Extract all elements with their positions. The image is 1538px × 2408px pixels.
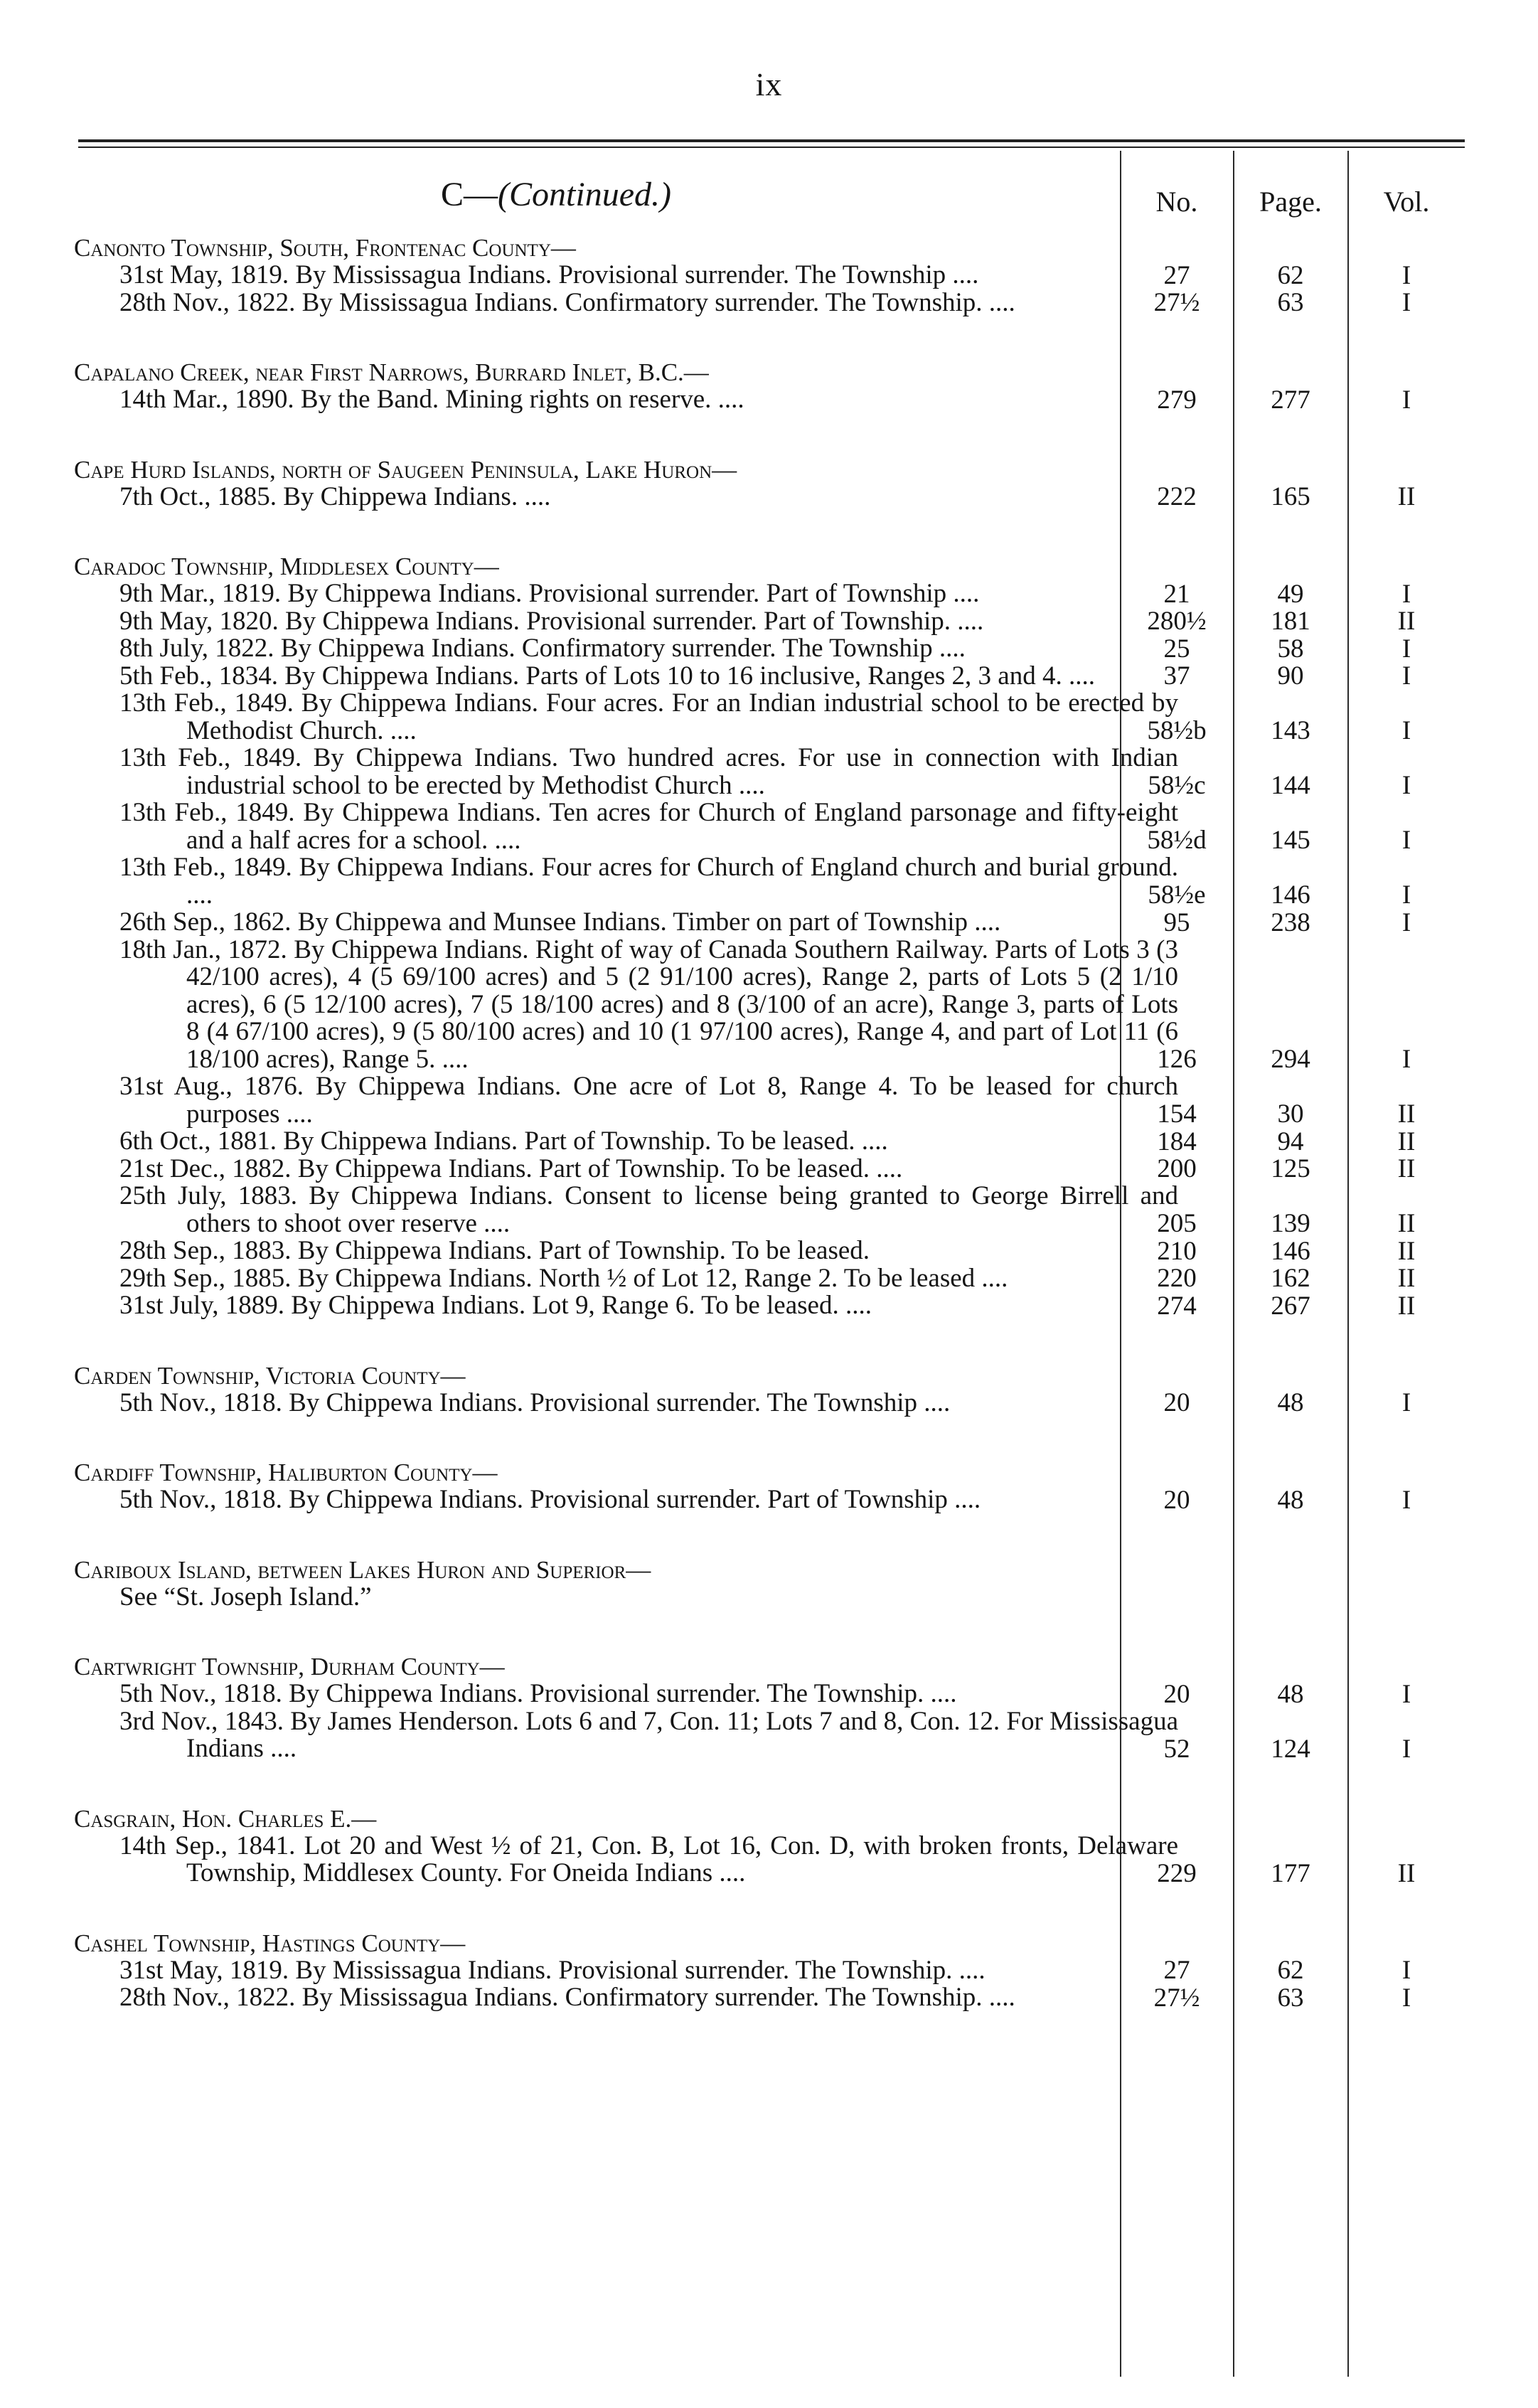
entry-references — [0, 718, 1538, 745]
index-entry — [0, 854, 1538, 909]
entry-references — [0, 1156, 1538, 1183]
entry-volume: I — [1401, 634, 1411, 664]
index-entry — [0, 934, 1538, 1074]
entry-text: 13th Feb., 1849. By Chippewa Indians. Four acres for Church of England church and burial ground. .... — [119, 853, 1178, 910]
section-continued: (Continued.) — [498, 176, 671, 213]
index-entry — [0, 1387, 1538, 1417]
entry-references — [0, 1957, 1538, 1984]
entry-page: 144 — [1271, 771, 1310, 800]
entry-number: 58½e — [1148, 880, 1206, 910]
entry-number: 95 — [1163, 907, 1190, 937]
entry-references — [0, 1584, 1538, 1611]
entry-page: 90 — [1277, 661, 1304, 691]
entry-volume: II — [1397, 1126, 1416, 1156]
entry-number: 27½ — [1153, 288, 1200, 317]
entry-page: 125 — [1271, 1154, 1310, 1183]
entry-volume: I — [1401, 1983, 1411, 2013]
index-group — [0, 1557, 1538, 1611]
entry-references — [0, 1860, 1538, 1887]
entry-references — [0, 1046, 1538, 1073]
index-entry — [0, 1584, 1538, 1611]
entry-text: 31st July, 1889. By Chippewa Indians. Lot 9, Range 6. To be leased. .... — [119, 1291, 872, 1320]
entry-volume: I — [1401, 1388, 1411, 1417]
index-group — [0, 235, 1538, 316]
entry-references — [0, 1210, 1538, 1237]
entry-page: 267 — [1271, 1291, 1310, 1321]
entry-references — [0, 1265, 1538, 1292]
entry-page: 63 — [1277, 1983, 1304, 2013]
entry-text: 14th Sep., 1841. Lot 20 and West ½ of 21, Con. B, Lot 16, Con. D, with broken fronts, Delaware Township, Middlesex County. For Oneida Indians .... — [119, 1831, 1178, 1887]
entry-page: 48 — [1277, 1388, 1304, 1417]
index-group — [0, 457, 1538, 511]
entry-text: 21st Dec., 1882. By Chippewa Indians. Part of Township. To be leased. .... — [119, 1154, 903, 1183]
index-group — [0, 359, 1538, 414]
entry-volume: II — [1397, 1858, 1416, 1888]
entry-volume: I — [1401, 907, 1411, 937]
index-entry — [0, 1957, 1538, 1985]
entry-number: 210 — [1157, 1236, 1197, 1266]
entry-references — [0, 608, 1538, 635]
entry-number: 58½d — [1147, 826, 1207, 855]
entry-volume: I — [1401, 716, 1411, 745]
entry-page: 94 — [1277, 1126, 1304, 1156]
entry-page: 181 — [1271, 607, 1310, 636]
index-group — [0, 1459, 1538, 1514]
entry-text: 28th Sep., 1883. By Chippewa Indians. Part of Township. To be leased. — [119, 1236, 870, 1265]
entry-text: 13th Feb., 1849. By Chippewa Indians. Four acres. For an Indian industrial school to be erected by Methodist Church. .... — [119, 688, 1178, 745]
entry-volume: II — [1397, 482, 1416, 511]
entry-references — [0, 882, 1538, 909]
entry-text: 5th Feb., 1834. By Chippewa Indians. Parts of Lots 10 to 16 inclusive, Ranges 2, 3 and 4. .... — [119, 661, 1095, 691]
entry-page: 238 — [1271, 907, 1310, 937]
header-row — [0, 175, 1538, 225]
entry-references — [0, 1293, 1538, 1320]
index-entry — [0, 1486, 1538, 1514]
group-heading: Cariboux Island, between Lakes Huron and Superior— — [74, 1555, 651, 1584]
entry-number: 27 — [1163, 1956, 1190, 1985]
entry-number: 27½ — [1153, 1983, 1200, 2013]
index-entry — [0, 1265, 1538, 1293]
entry-page: 165 — [1271, 482, 1310, 511]
entry-references — [0, 387, 1538, 414]
entry-page: 145 — [1271, 826, 1310, 855]
entry-text: 7th Oct., 1885. By Chippewa Indians. .... — [119, 481, 551, 511]
entry-page: 49 — [1277, 579, 1304, 609]
entry-text: 13th Feb., 1849. By Chippewa Indians. Two hundred acres. For use in connection with Indian industrial school to be erected by Methodist Church .... — [119, 743, 1178, 800]
index-group — [0, 1653, 1538, 1763]
entry-volume: I — [1401, 288, 1411, 317]
entry-number: 280½ — [1147, 607, 1207, 636]
entry-references — [0, 1487, 1538, 1514]
group-heading: Cashel Township, Hastings County— — [74, 1929, 466, 1957]
entry-page: 124 — [1271, 1734, 1310, 1764]
entry-text: See “St. Joseph Island.” — [119, 1582, 372, 1611]
entry-number: 20 — [1163, 1388, 1190, 1417]
entry-volume: I — [1401, 1734, 1411, 1764]
entry-volume: II — [1397, 1209, 1416, 1238]
entry-text: 3rd Nov., 1843. By James Henderson. Lots 6 and 7, Con. 11; Lots 7 and 8, Con. 12. For Mississagua Indians .... — [119, 1706, 1178, 1763]
entry-text: 13th Feb., 1849. By Chippewa Indians. Ten acres for Church of England parsonage and fifty-eight and a half acres for a school. .... — [119, 798, 1178, 855]
entry-text: 18th Jan., 1872. By Chippewa Indians. Right of way of Canada Southern Railway. Parts of Lots 3 (3 42/100 acres), 4 (5 69/100 acres) and 5 (2 91/100 acres), Range 2, parts of Lots 5 (2 1/10 acres), 6 (5 12/100 acres), 7 (5 18/100 acres) and 8 (3/100 of an acre), Range 3, parts of Lots 8 (4 67/100 acres), 9 (5 80/100 acres) and 10 (1 97/100 acres), Range 4, and part of Lot 11 (6 18/100 acres), Range 5. .... — [119, 934, 1178, 1074]
page-number: ix — [755, 66, 783, 102]
entry-volume: II — [1397, 1264, 1416, 1293]
entry-number: 126 — [1157, 1045, 1197, 1074]
entry-references — [0, 636, 1538, 663]
entry-number: 58½c — [1148, 771, 1206, 800]
entry-page: 48 — [1277, 1679, 1304, 1709]
group-heading: Cardiff Township, Haliburton County— — [74, 1459, 498, 1486]
index-entry — [0, 909, 1538, 937]
top-rule-thin — [78, 146, 1465, 148]
entry-volume: I — [1401, 826, 1411, 855]
column-header-vol: Vol. — [1383, 186, 1430, 218]
entry-number: 200 — [1157, 1154, 1197, 1183]
entry-number: 229 — [1157, 1858, 1197, 1888]
entry-text: 5th Nov., 1818. By Chippewa Indians. Provisional surrender. The Township. .... — [119, 1679, 957, 1708]
group-heading: Cartwright Township, Durham County— — [74, 1653, 505, 1680]
entry-page: 139 — [1271, 1209, 1310, 1238]
entry-number: 20 — [1163, 1485, 1190, 1515]
entry-number: 37 — [1163, 661, 1190, 691]
index-group — [0, 1930, 1538, 2012]
index-entry — [0, 580, 1538, 608]
index-entry — [0, 1073, 1538, 1128]
entry-page: 146 — [1271, 1236, 1310, 1266]
entry-number: 154 — [1157, 1099, 1197, 1129]
group-heading: Capalano Creek, near First Narrows, Burrard Inlet, B.C.— — [74, 358, 709, 386]
index-entry — [0, 262, 1538, 289]
entry-text: 29th Sep., 1885. By Chippewa Indians. North ½ of Lot 12, Range 2. To be leased .... — [119, 1263, 1008, 1293]
index-entry — [0, 1292, 1538, 1320]
entry-references — [0, 907, 1538, 937]
entry-number: 220 — [1157, 1264, 1197, 1293]
entry-number: 279 — [1157, 385, 1197, 415]
index-entry — [0, 1156, 1538, 1183]
index-entry — [0, 1833, 1538, 1887]
entry-number: 20 — [1163, 1679, 1190, 1709]
entry-number: 184 — [1157, 1126, 1197, 1156]
entry-text: 9th Mar., 1819. By Chippewa Indians. Provisional surrender. Part of Township .... — [119, 579, 980, 608]
entry-volume: I — [1401, 385, 1411, 415]
entry-text: 14th Mar., 1890. By the Band. Mining rights on reserve. .... — [119, 385, 744, 414]
entry-references — [0, 481, 1538, 511]
entry-page: 48 — [1277, 1485, 1304, 1515]
entry-page: 143 — [1271, 716, 1310, 745]
entry-number: 27 — [1163, 260, 1190, 290]
index-entry — [0, 799, 1538, 854]
index-entry — [0, 663, 1538, 691]
entry-text: 28th Nov., 1822. By Mississagua Indians. Confirmatory surrender. The Township. .... — [119, 1983, 1015, 2012]
entry-page: 162 — [1271, 1264, 1310, 1293]
top-rule — [78, 139, 1465, 142]
entry-page: 62 — [1277, 1956, 1304, 1985]
entry-volume: I — [1401, 260, 1411, 290]
entry-page: 277 — [1271, 385, 1310, 415]
entry-number: 52 — [1163, 1734, 1190, 1764]
group-heading: Canonto Township, South, Frontenac County— — [74, 234, 576, 262]
index-entry — [0, 690, 1538, 745]
entry-text: 25th July, 1883. By Chippewa Indians. Consent to license being granted to George Birrell and others to shoot over reserve .... — [119, 1181, 1178, 1238]
entry-references — [0, 663, 1538, 690]
entry-volume: I — [1401, 661, 1411, 691]
entry-volume: I — [1401, 1679, 1411, 1709]
section-title — [441, 175, 671, 214]
entry-text: 5th Nov., 1818. By Chippewa Indians. Provisional surrender. The Township .... — [119, 1387, 951, 1417]
index-entry — [0, 635, 1538, 663]
index-entry — [0, 481, 1538, 511]
entry-volume: I — [1401, 1485, 1411, 1515]
index-group — [0, 553, 1538, 1320]
column-header-no: No. — [1155, 186, 1198, 218]
entry-volume: I — [1401, 880, 1411, 910]
entry-page: 58 — [1277, 634, 1304, 664]
entry-volume: II — [1397, 1291, 1416, 1321]
entry-page: 62 — [1277, 260, 1304, 290]
entry-page: 294 — [1271, 1045, 1310, 1074]
entry-text: 31st May, 1819. By Mississagua Indians. Provisional surrender. The Township .... — [119, 260, 979, 289]
group-heading: Carden Township, Victoria County— — [74, 1361, 466, 1390]
entry-references — [0, 1126, 1538, 1156]
column-header-page: Page. — [1259, 186, 1322, 218]
entry-text: 31st Aug., 1876. By Chippewa Indians. One acre of Lot 8, Range 4. To be leased for church purposes .... — [119, 1072, 1178, 1129]
entry-volume: I — [1401, 579, 1411, 609]
entry-references — [0, 1238, 1538, 1265]
index-entry — [0, 608, 1538, 636]
entry-volume: I — [1401, 1045, 1411, 1074]
entry-volume: II — [1397, 1236, 1416, 1266]
index-entry — [0, 386, 1538, 414]
index-entry — [0, 1984, 1538, 2012]
entry-references — [0, 827, 1538, 854]
entry-references — [0, 1985, 1538, 2012]
entry-number: 21 — [1163, 579, 1190, 609]
entry-page: 63 — [1277, 288, 1304, 317]
entry-number: 274 — [1157, 1291, 1197, 1321]
entry-number: 58½b — [1147, 716, 1207, 745]
entry-text: 8th July, 1822. By Chippewa Indians. Confirmatory surrender. The Township .... — [119, 634, 966, 663]
entry-volume: II — [1397, 1154, 1416, 1183]
entry-page: 146 — [1271, 880, 1310, 910]
entry-page: 30 — [1277, 1099, 1304, 1129]
index-content — [0, 235, 1538, 2012]
index-group — [0, 1806, 1538, 1887]
entry-volume: II — [1397, 607, 1416, 636]
entry-references — [0, 289, 1538, 316]
entry-references — [0, 1387, 1538, 1417]
index-entry — [0, 745, 1538, 799]
entry-text: 9th May, 1820. By Chippewa Indians. Provisional surrender. Part of Township. .... — [119, 606, 984, 636]
group-heading: Caradoc Township, Middlesex County— — [74, 553, 499, 580]
entry-references — [0, 772, 1538, 799]
entry-number: 25 — [1163, 634, 1190, 664]
entry-references — [0, 262, 1538, 289]
entry-volume: II — [1397, 1099, 1416, 1129]
entry-references — [0, 1681, 1538, 1708]
index-entry — [0, 289, 1538, 317]
entry-volume: I — [1401, 771, 1411, 800]
entry-text: 5th Nov., 1818. By Chippewa Indians. Provisional surrender. Part of Township .... — [119, 1485, 981, 1514]
entry-text: 31st May, 1819. By Mississagua Indians. Provisional surrender. The Township. .... — [119, 1955, 986, 1985]
group-heading: Casgrain, Hon. Charles E.— — [74, 1804, 377, 1833]
entry-text: 28th Nov., 1822. By Mississagua Indians. Confirmatory surrender. The Township. .... — [119, 287, 1015, 317]
index-entry — [0, 1183, 1538, 1237]
entry-text: 26th Sep., 1862. By Chippewa and Munsee Indians. Timber on part of Township .... — [119, 907, 1001, 937]
index-entry — [0, 1708, 1538, 1763]
index-entry — [0, 1237, 1538, 1265]
entry-references — [0, 1101, 1538, 1128]
section-letter: C— — [441, 176, 498, 213]
group-heading: Cape Hurd Islands, north of Saugeen Peninsula, Lake Huron— — [74, 455, 737, 484]
entry-number: 222 — [1157, 482, 1197, 511]
index-entry — [0, 1128, 1538, 1156]
index-entry — [0, 1680, 1538, 1708]
entry-volume: I — [1401, 1956, 1411, 1985]
entry-references — [0, 581, 1538, 608]
entry-text: 6th Oct., 1881. By Chippewa Indians. Part of Township. To be leased. .... — [119, 1126, 888, 1156]
entry-number: 205 — [1157, 1209, 1197, 1238]
entry-page: 177 — [1271, 1858, 1310, 1888]
entry-references — [0, 1736, 1538, 1763]
index-group — [0, 1363, 1538, 1417]
